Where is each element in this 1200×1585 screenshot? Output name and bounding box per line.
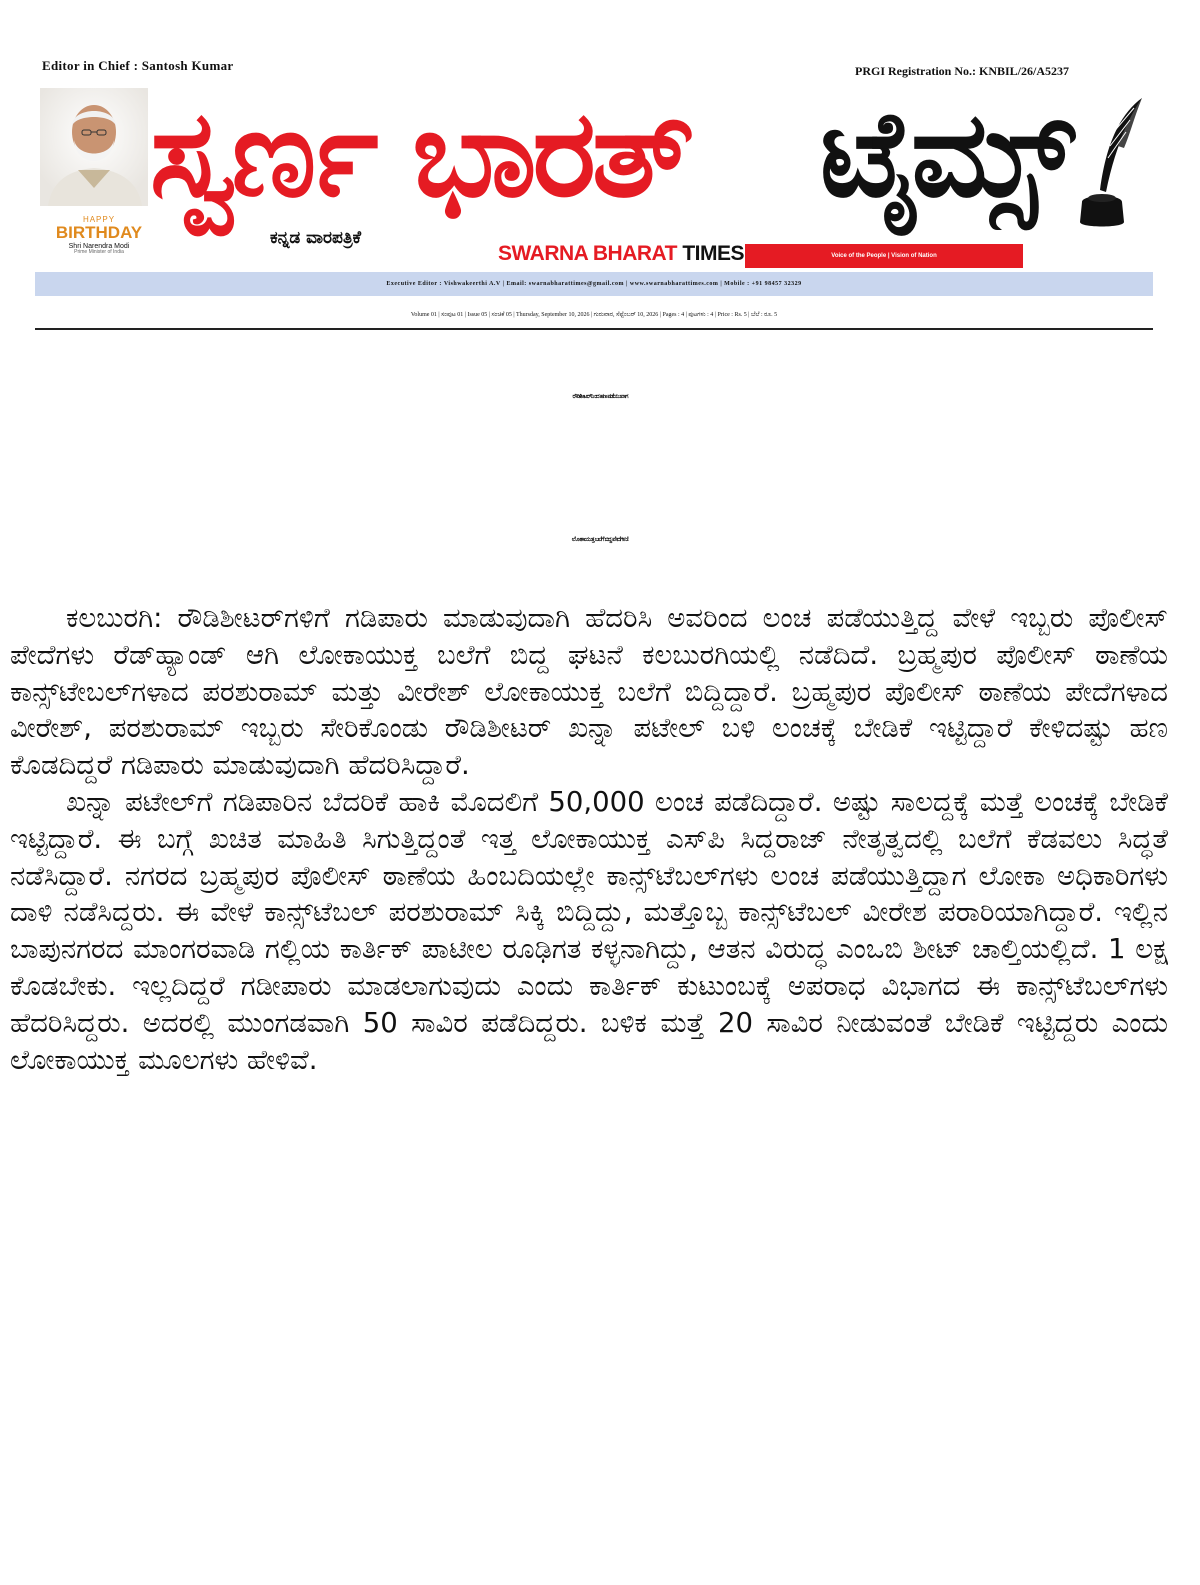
headline-line-1: ರೌಡಿಶೀಟರ್‌ನಿಂದ ಹಣ ಪಡೆಯುವಾಗ [572,393,628,400]
headline-line-2: ಲೋಕಾಯುಕ್ತ ಬಲೆಗೆ ಬಿದ್ದ ಪೇದೆಗಳು! [571,536,629,543]
portrait-photo [40,88,148,206]
birthday-name: Shri Narendra Modi [68,243,130,250]
divider [35,328,1153,330]
masthead [0,0,1200,335]
birthday-role: Prime Minister of India [74,249,124,255]
masthead-title-black: ಟೈಮ್ಸ್ [820,86,1071,224]
masthead-title-red: ಸ್ವರ್ಣ ಭಾರತ್ [150,85,691,224]
subtitle-kannada: ಕನ್ನಡ ವಾರಪತ್ರಿಕೆ [270,228,362,248]
slogan-banner: Voice of the People | Vision of Nation [745,244,1023,268]
english-name [498,242,744,266]
issue-info: Volume 01 | ಸಂಪುಟ 01 | Issue 05 | ಸಂಚಿಕೆ 05 | Thursday, September 10, 2026 | ಗುರುವಾರ, ಸೆಪ್ಟೆಂಬರ್ 10, 2026 | Pages : 4 | ಪುಟಗಳು : 4 | Price : Rs. 5 | ಬೆಲೆ : ರೂ. 5 [410,312,778,318]
editor-in-chief: Editor in Chief : Santosh Kumar [42,58,234,73]
article-paragraph-1: ಕಲಬುರಗಿ: ರೌಡಿಶೀಟರ್‌ಗಳಿಗೆ ಗಡಿಪಾರು ಮಾಡುವುದಾಗಿ ಹೆದರಿಸಿ ಅವರಿಂದ ಲಂಚ ಪಡೆಯುತ್ತಿದ್ದ ವೇಳೆ ಇಬ್ಬರು ಪೊಲೀಸ್ ಪೇದೆಗಳು ರೆಡ್‌ಹ್ಯಾಂಡ್ ಆಗಿ ಲೋಕಾಯುಕ್ತ ಬಲೆಗೆ ಬಿದ್ದ ಘಟನೆ ಕಲಬುರಗಿಯಲ್ಲಿ ನಡೆದಿದೆ. ಬ್ರಹ್ಮಪುರ ಪೊಲೀಸ್ ಠಾಣೆಯ ಕಾನ್ಸ್‌ಟೇಬಲ್‌ಗಳಾದ ಪರಶುರಾಮ್ ಮತ್ತು ವೀರೇಶ್ ಲೋಕಾಯುಕ್ತ ಬಲೆಗೆ ಬಿದ್ದಿದ್ದಾರೆ. ಬ್ರಹ್ಮಪುರ ಪೊಲೀಸ್ ಠಾಣೆಯ ಪೇದೆಗಳಾದ ವೀರೇಶ್, ಪರಶುರಾಮ್ ಇಬ್ಬರು ಸೇರಿಕೊಂಡು ರೌಡಿಶೀಟರ್ ಖನ್ನಾ ಪಟೇಲ್ ಬಳಿ ಲಂಚಕ್ಕೆ ಬೇಡಿಕೆ ಇಟ್ಟಿದ್ದಾರೆ ಕೇಳಿದಷ್ಟು ಹಣ ಕೊಡದಿದ್ದರೆ ಗಡಿಪಾರು ಮಾಡುವುದಾಗಿ ಹೆದರಿಸಿದ್ದಾರೆ. [10,602,1168,782]
english-name-red: SWARNA BHARAT [498,242,677,265]
article-body [10,600,1168,1078]
article-paragraph-2: ಖನ್ನಾ ಪಟೇಲ್‌ಗೆ ಗಡಿಪಾರಿನ ಬೆದರಿಕೆ ಹಾಕಿ ಮೊದಲಿಗೆ 50,000 ಲಂಚ ಪಡೆದಿದ್ದಾರೆ. ಅಷ್ಟು ಸಾಲದ್ದಕ್ಕೆ ಮತ್ತೆ ಲಂಚಕ್ಕೆ ಬೇಡಿಕೆ ಇಟ್ಟಿದ್ದಾರೆ. ಈ ಬಗ್ಗೆ ಖಚಿತ ಮಾಹಿತಿ ಸಿಗುತ್ತಿದ್ದಂತೆ ಇತ್ತ ಲೋಕಾಯುಕ್ತ ಎಸ್‌ಪಿ ಸಿದ್ದರಾಜ್ ನೇತೃತ್ವದಲ್ಲಿ ಬಲೆಗೆ ಕೆಡವಲು ಸಿದ್ಧತೆ ನಡೆಸಿದ್ದಾರೆ. ನಗರದ ಬ್ರಹ್ಮಪುರ ಪೊಲೀಸ್ ಠಾಣೆಯ ಹಿಂಬದಿಯಲ್ಲೇ ಕಾನ್ಸ್‌ಟೆಬಲ್‌ಗಳು ಲಂಚ ಪಡೆಯುತ್ತಿದ್ದಾಗ ಲೋಕಾ ಅಧಿಕಾರಿಗಳು ದಾಳಿ ನಡೆಸಿದ್ದರು. ಈ ವೇಳೆ ಕಾನ್ಸ್‌ಟೆಬಲ್ ಪರಶುರಾಮ್ ಸಿಕ್ಕಿ ಬಿದ್ದಿದ್ದು, ಮತ್ತೊಬ್ಬ ಕಾನ್ಸ್‌ಟೆಬಲ್ ವೀರೇಶ ಪರಾರಿಯಾಗಿದ್ದಾರೆ. ಇಲ್ಲಿನ ಬಾಪುನಗರದ ಮಾಂಗರವಾಡಿ ಗಲ್ಲಿಯ ಕಾರ್ತಿಕ್ ಪಾಟೀಲ ರೂಢಿಗತ ಕಳ್ಳನಾಗಿದ್ದು, ಆತನ ವಿರುದ್ಧ ಎಂಒಬಿ ಶೀಟ್ ಚಾಲ್ತಿಯಲ್ಲಿದೆ. 1 ಲಕ್ಷ ಕೊಡಬೇಕು. ಇಲ್ಲದಿದ್ದರೆ ಗಡೀಪಾರು ಮಾಡಲಾಗುವುದು ಎಂದು ಕಾರ್ತಿಕ್ ಕುಟುಂಬಕ್ಕೆ ಅಪರಾಧ ವಿಭಾಗದ ಈ ಕಾನ್ಸ್‌ಟೆಬಲ್‌ಗಳು ಹೆದರಿಸಿದ್ದರು. ಅದರಲ್ಲಿ ಮುಂಗಡವಾಗಿ 50 ಸಾವಿರ ಪಡೆದಿದ್ದರು. ಬಳಿಕ ಮತ್ತೆ 20 ಸಾವಿರ ನೀಡುವಂತೆ ಬೇಡಿಕೆ ಇಟ್ಟಿದ್ದರು ಎಂದು ಲೋಕಾಯುಕ್ತ ಮೂಲಗಳು ಹೇಳಿವೆ. [10,785,1168,1076]
birthday-word: BIRTHDAY [55,223,143,242]
prgi-registration: PRGI Registration No.: KNBIL/26/A5237 [855,64,1069,78]
contact-bar: Executive Editor : Vishwakeerthi A.V | Email: swarnabharattimes@gmail.com | www.swarnabharattimes.com | Mobile : +91 98457 32329 [35,272,1153,296]
quill-inkpot-icon [1072,94,1150,230]
birthday-happy: HAPPY [82,215,116,224]
birthday-badge [44,216,154,255]
english-name-black: TIMES [682,242,744,265]
